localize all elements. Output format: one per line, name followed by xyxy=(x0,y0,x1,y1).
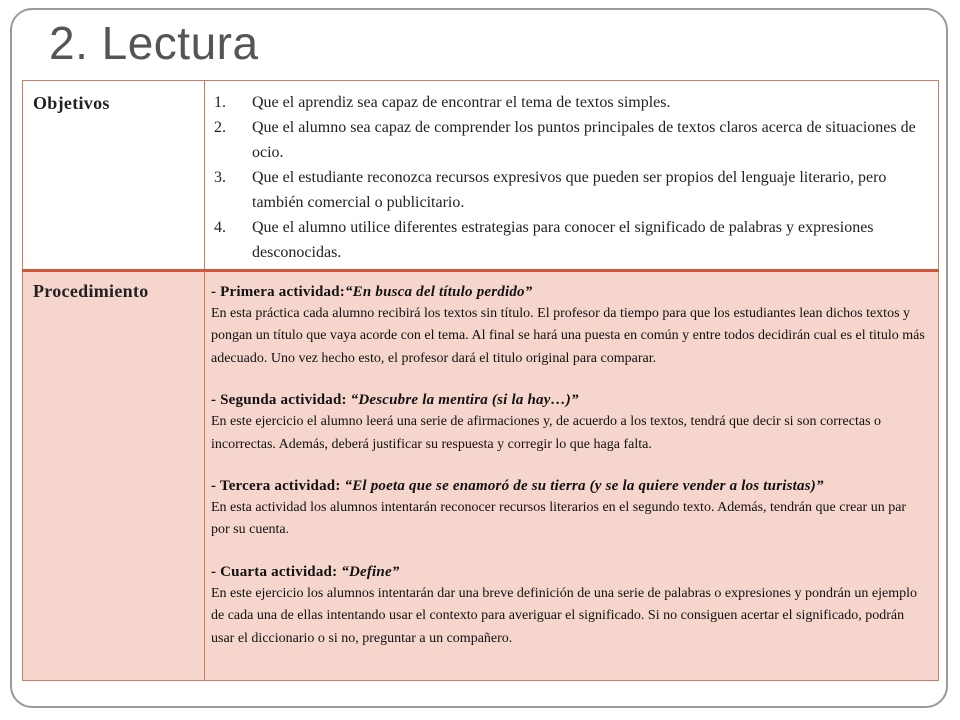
activity-heading xyxy=(211,281,928,303)
activity-prefix: - Tercera actividad: xyxy=(211,478,345,495)
activity-body: En esta práctica cada alumno recibirá los textos sin título. El profesor da tiempo para que los estudiantes lean dichos textos y pongan un título que vaya acorde con el tema. Al final se hará una puesta en común y entre todos decidirán cual es el titulo más adecuado. Uno vez hecho esto, el profesor dará el titulo original para comparar. xyxy=(211,306,925,366)
procedimiento-row xyxy=(23,271,939,681)
activity-body: En este ejercicio los alumnos intentarán dar una breve definición de una serie de palabras o expresiones y pondrán un ejemplo de cada una de ellas intentando usar el contexto para averiguar el significado. Si no consiguen acertar el significado, podrán usar el diccionario o si no, preguntar a un compañero. xyxy=(211,585,917,646)
objetivo-item xyxy=(212,215,927,265)
activity-2 xyxy=(211,389,928,456)
objetivos-row xyxy=(23,81,939,271)
objetivos-label: Objetivos xyxy=(23,81,205,271)
lesson-table xyxy=(22,80,939,681)
objetivo-text: Que el alumno utilice diferentes estrategias para conocer el significado de palabras y expresiones desconocidas. xyxy=(252,219,874,261)
procedimiento-cell xyxy=(205,271,939,681)
activity-body: En este ejercicio el alumno leerá una serie de afirmaciones y, de acuerdo a los textos, tendrá que decir si son correctas o incorrectas. Además, deberá justificar su respuesta y corregir lo que haga falta. xyxy=(211,414,882,452)
activity-body: En esta actividad los alumnos intentarán reconocer recursos literarios en el segundo texto. Además, tendrán que crear un par por su cuenta. xyxy=(211,500,907,538)
objetivo-item xyxy=(212,165,927,215)
objetivo-item xyxy=(212,115,927,165)
activity-heading xyxy=(211,561,928,583)
activity-title: “En busca del título perdido” xyxy=(344,284,533,300)
activity-heading xyxy=(211,475,928,497)
activity-4 xyxy=(211,561,928,650)
objetivo-number: 2. xyxy=(214,119,226,136)
activity-title: “El poeta que se enamoró de su tierra (y se la quiere vender a los turistas)” xyxy=(344,478,824,495)
objetivo-number: 3. xyxy=(214,169,226,186)
procedimiento-label: Procedimiento xyxy=(23,271,205,681)
objetivos-cell xyxy=(205,81,939,271)
activity-heading xyxy=(211,389,928,411)
activity-prefix: - Primera actividad: xyxy=(211,284,345,300)
activity-prefix: - Cuarta actividad: xyxy=(211,563,342,580)
activity-1 xyxy=(211,281,928,370)
activity-title: “Descubre la mentira (si la hay…)” xyxy=(350,392,579,409)
activity-title: “Define” xyxy=(341,563,400,580)
objetivo-item xyxy=(212,90,927,115)
objetivo-text: Que el aprendiz sea capaz de encontrar el tema de textos simples. xyxy=(252,94,671,111)
objetivo-text: Que el alumno sea capaz de comprender los puntos principales de textos claros acerca de situaciones de ocio. xyxy=(252,119,916,161)
objetivo-number: 1. xyxy=(214,94,226,111)
objetivo-text: Que el estudiante reconozca recursos expresivos que pueden ser propios del lenguaje literario, pero también comercial o publicitario. xyxy=(252,169,887,211)
activity-prefix: - Segunda actividad: xyxy=(211,392,351,409)
objetivos-list xyxy=(206,82,937,265)
objetivo-number: 4. xyxy=(214,219,226,236)
slide-title: 2. Lectura xyxy=(49,17,259,69)
activity-3 xyxy=(211,475,928,542)
